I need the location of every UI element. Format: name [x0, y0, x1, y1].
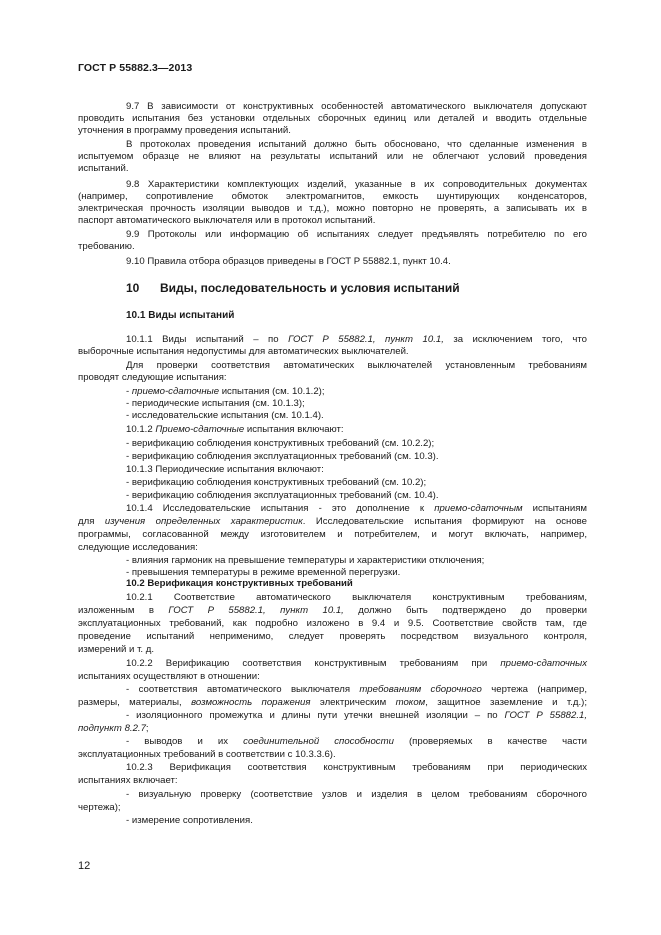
paragraph-10-2-1-line: проведение испытаний неприменимо, следует проверять посредством визуального контроля,: [78, 631, 587, 642]
paragraph-protocols-line: испытуемом образце не влияют на результаты испытаний или не облегчают условий проведения: [78, 151, 587, 162]
list-item: - верификацию соблюдения конструктивных требований (см. 10.2.2);: [126, 438, 435, 449]
list-item-continuation: подпункт 8.2.7;: [78, 723, 149, 734]
paragraph-9-9-line: требованию.: [78, 241, 135, 252]
paragraph-10-2-1-line: изложенным в ГОСТ Р 55882.1, пункт 10.1, должно быть подтверждено до проверки: [78, 605, 587, 616]
paragraph-protocols-line: испытаний.: [78, 163, 129, 174]
paragraph-9-9-line: 9.9 Протоколы или информацию об испытаниях следует предъявлять потребителю по его: [126, 229, 587, 240]
list-item: - превышения температуры в режиме временной перегрузки.: [126, 567, 401, 578]
paragraph-10-1-4-line: программы, согласованной между изготовителем и потребителем, и могут включать, например,: [78, 529, 587, 540]
paragraph-9-8-line: 9.8 Характеристики комплектующих изделий, указанные в их сопроводительных документах: [126, 179, 587, 190]
paragraph-9-8-line: паспорт автоматического выключателя или в протокол испытаний.: [78, 215, 376, 226]
paragraph-10-2-2-line: 10.2.2 Верификацию соответствия конструктивным требованиям при приемо-сдаточных: [126, 658, 587, 669]
paragraph-9-7-line: 9.7 В зависимости от конструктивных особенностей автоматического выключателя допускают: [126, 101, 587, 112]
paragraph-10-1-1-line: выборочные испытания недопустимы для автоматических выключателей.: [78, 346, 409, 357]
list-item: - визуальную проверку (соответствие узлов и изделия в целом требованиям сборочного: [126, 789, 587, 800]
paragraph-9-8-line: электрическая прочность изоляции выводов и т.д.), можно повторно не проверять, а записывать их в: [78, 203, 587, 214]
section-10-number: 10: [126, 281, 140, 295]
list-item: - влияния гармоник на превышение температуры и характеристики отключения;: [126, 555, 485, 566]
paragraph-9-7-line: уточнения в программу проведения испытаний.: [78, 125, 291, 136]
document-header: ГОСТ Р 55882.3—2013: [78, 62, 193, 74]
paragraph-10-1-4-line: для изучения определенных характеристик. Исследовательские испытания формируют на основе: [78, 516, 587, 527]
section-10-2-title: 10.2 Верификация конструктивных требований: [126, 578, 353, 589]
list-item: - выводов и их соединительной способности (проверяемых в качестве части: [126, 736, 587, 747]
list-item: - изоляционного промежутка и длины пути утечки внешней изоляции – по ГОСТ Р 55882.1,: [126, 710, 587, 721]
paragraph-10-1-3: 10.1.3 Периодические испытания включают:: [126, 464, 324, 475]
paragraph-10-2-2-line: испытаниях осуществляют в отношении:: [78, 671, 260, 682]
page-number: 12: [78, 860, 91, 872]
paragraph-10-1-4-line: 10.1.4 Исследовательские испытания - это дополнение к приемо-сдаточным испытаниям: [126, 503, 588, 514]
paragraph-10-2-1-line: эксплуатационных требований, как подробно изложено в 9.4 и 9.5. Соответствие свойств там, где: [78, 618, 587, 629]
section-10-title: Виды, последовательность и условия испытаний: [160, 281, 460, 295]
list-item-continuation: чертежа);: [78, 802, 121, 813]
list-item: - измерение сопротивления.: [126, 815, 253, 826]
paragraph-10-1-4-line: следующие исследования:: [78, 542, 198, 553]
list-item: - соответствия автоматического выключателя требованиям сборочного чертежа (например,: [126, 684, 587, 695]
list-item: - верификацию соблюдения эксплуатационных требований (см. 10.3).: [126, 451, 439, 462]
paragraph-check-line: проводят следующие испытания:: [78, 372, 227, 383]
paragraph-10-1-1-line: 10.1.1 Виды испытаний – по ГОСТ Р 55882.1, пункт 10.1, за исключением того, что: [126, 334, 587, 345]
paragraph-10-1-2: 10.1.2 Приемо-сдаточные испытания включают:: [126, 424, 344, 435]
list-item: - приемо-сдаточные испытания (см. 10.1.2);: [126, 386, 325, 397]
list-item: - исследовательские испытания (см. 10.1.4).: [126, 410, 324, 421]
paragraph-10-2-1-line: измерений и т. д.: [78, 644, 154, 655]
list-item-continuation: эксплуатационных требований в соответствии с 10.3.3.6).: [78, 749, 336, 760]
paragraph-9-7-line: проводить испытания без установки отдельных сборочных единиц или деталей и вводить отдельные: [78, 113, 587, 124]
list-item-continuation: размеры, материалы, возможность поражения электрическим током, защитное заземление и т.д.);: [78, 697, 587, 708]
section-10-1-title: 10.1 Виды испытаний: [126, 310, 235, 321]
paragraph-protocols-line: В протоколах проведения испытаний должно быть обосновано, что сделанные изменения в: [126, 139, 587, 150]
paragraph-9-8-line: (например, сопротивление обмоток электромагнитов, емкость шунтирующих конденсаторов,: [78, 191, 587, 202]
paragraph-10-2-1-line: 10.2.1 Соответствие автоматического выключателя конструктивным требованиям,: [126, 592, 587, 603]
list-item: - верификацию соблюдения эксплуатационных требований (см. 10.4).: [126, 490, 439, 501]
list-item: - верификацию соблюдения конструктивных требований (см. 10.2);: [126, 477, 427, 488]
list-item: - периодические испытания (см. 10.1.3);: [126, 398, 305, 409]
paragraph-check-line: Для проверки соответствия автоматических выключателей установленным требованиям: [126, 360, 587, 371]
paragraph-10-2-3-line: 10.2.3 Верификация соответствия конструктивным требованиям при периодических: [126, 762, 587, 773]
paragraph-9-10: 9.10 Правила отбора образцов приведены в ГОСТ Р 55882.1, пункт 10.4.: [126, 256, 451, 267]
paragraph-10-2-3-line: испытаниях включает:: [78, 775, 178, 786]
